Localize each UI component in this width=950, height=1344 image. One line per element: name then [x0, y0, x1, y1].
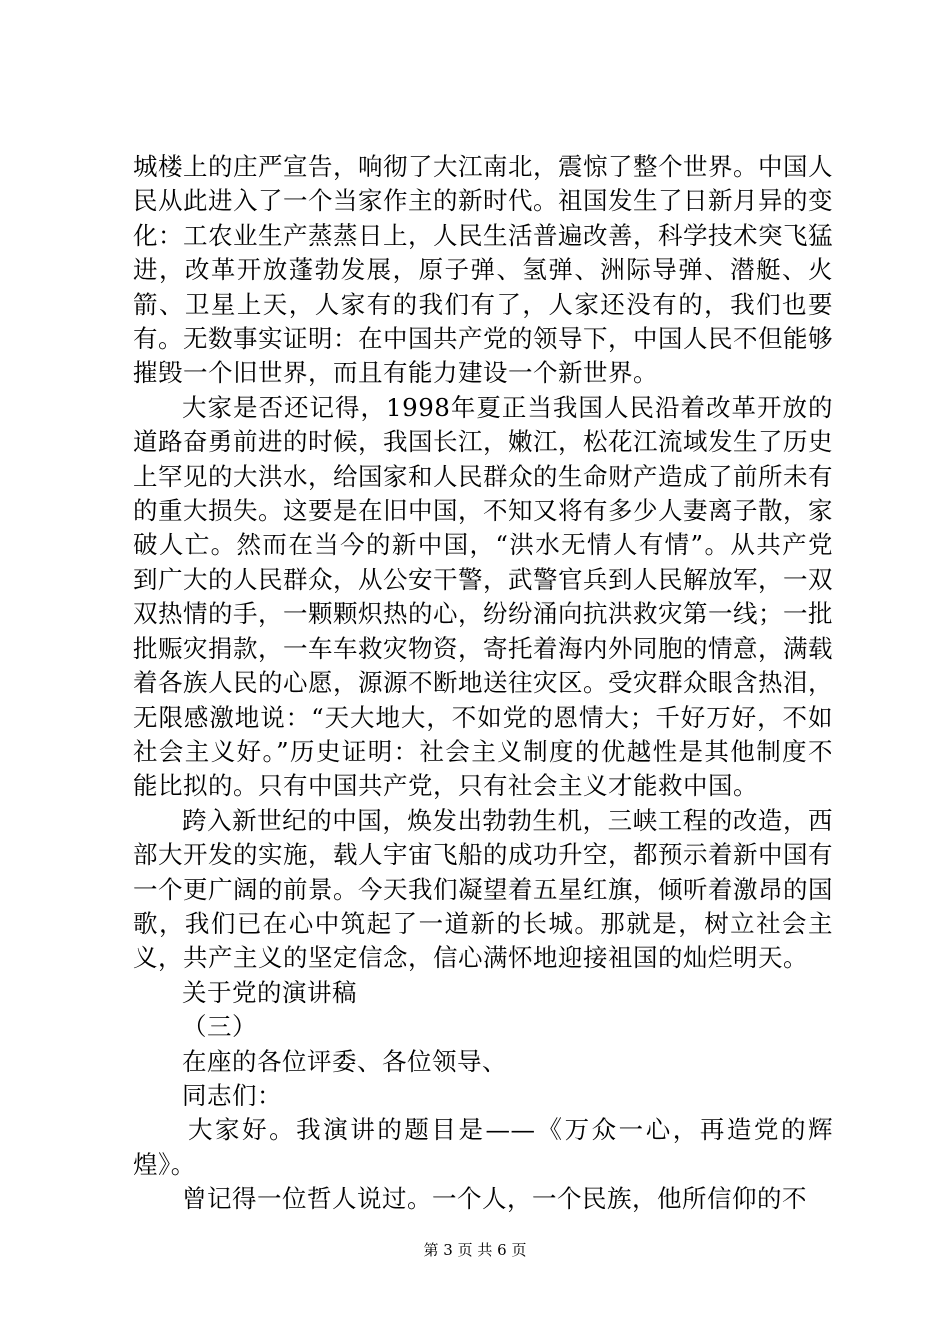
speech-title: 关于党的演讲稿 — [182, 977, 357, 1007]
page-footer — [0, 1240, 950, 1260]
paragraph-new-century: 跨入新世纪的中国，焕发出勃勃生机，三峡工程的改造，西部大开发的实施，载人宇宙飞船的成功升空，都预示着新中国有一个更广阔的前景。今天我们凝望着五星红旗，倾听着激昂的国歌，我们已在心中筑起了一道新的长城。那就是，树立社会主义，共产主义的坚定信念，信心满怀地迎接祖国的灿烂明天。 — [133, 805, 833, 973]
section-number: （三） — [182, 1012, 257, 1042]
document-body — [133, 150, 833, 1217]
page-number: 第 3 页 共 6 页 — [423, 1241, 527, 1259]
paragraph-flood: 大家是否还记得，1998年夏正当我国人民沿着改革开放的道路奋勇前进的时候，我国长江，嫩江，松花江流域发生了历史上罕见的大洪水，给国家和人民群众的生命财产造成了前所未有的重大损失。这要是在旧中国，不知又将有多少人妻离子散，家破人亡。然而在当今的新中国，“洪水无情人有情”。从共产党到广大的人民群众，从公安干警，武警官兵到人民解放军，一双双热情的手，一颗颗炽热的心，纷纷涌向抗洪救灾第一线；一批批赈灾捐款，一车车救灾物资，寄托着海内外同胞的情意，满载着各族人民的心愿，源源不断地送往灾区。受灾群众眼含热泪，无限感激地说：“天大地大，不如党的恩情大；千好万好，不如社会主义好。”历史证明：社会主义制度的优越性是其他制度不能比拟的。只有中国共产党，只有社会主义才能救中国。 — [133, 392, 833, 801]
paragraph-greeting: 大家好。我演讲的题目是——《万众一心，再造党的辉煌》。 — [133, 1115, 833, 1179]
salutation-line-2: 同志们： — [182, 1080, 282, 1110]
salutation-line-1: 在座的各位评委、各位领导、 — [182, 1046, 507, 1076]
paragraph-continued: 城楼上的庄严宣告，响彻了大江南北，震惊了整个世界。中国人民从此进入了一个当家作主的新时代。祖国发生了日新月异的变化：工农业生产蒸蒸日上，人民生活普遍改善，科学技术突飞猛进，改革开放蓬勃发展，原子弹、氢弹、洲际导弹、潜艇、火箭、卫星上天，人家有的我们有了，人家还没有的，我们也要有。无数事实证明：在中国共产党的领导下，中国人民不但能够摧毁一个旧世界，而且有能力建设一个新世界。 — [133, 152, 833, 388]
paragraph-philosopher: 曾记得一位哲人说过。一个人，一个民族，他所信仰的不 — [182, 1184, 807, 1214]
